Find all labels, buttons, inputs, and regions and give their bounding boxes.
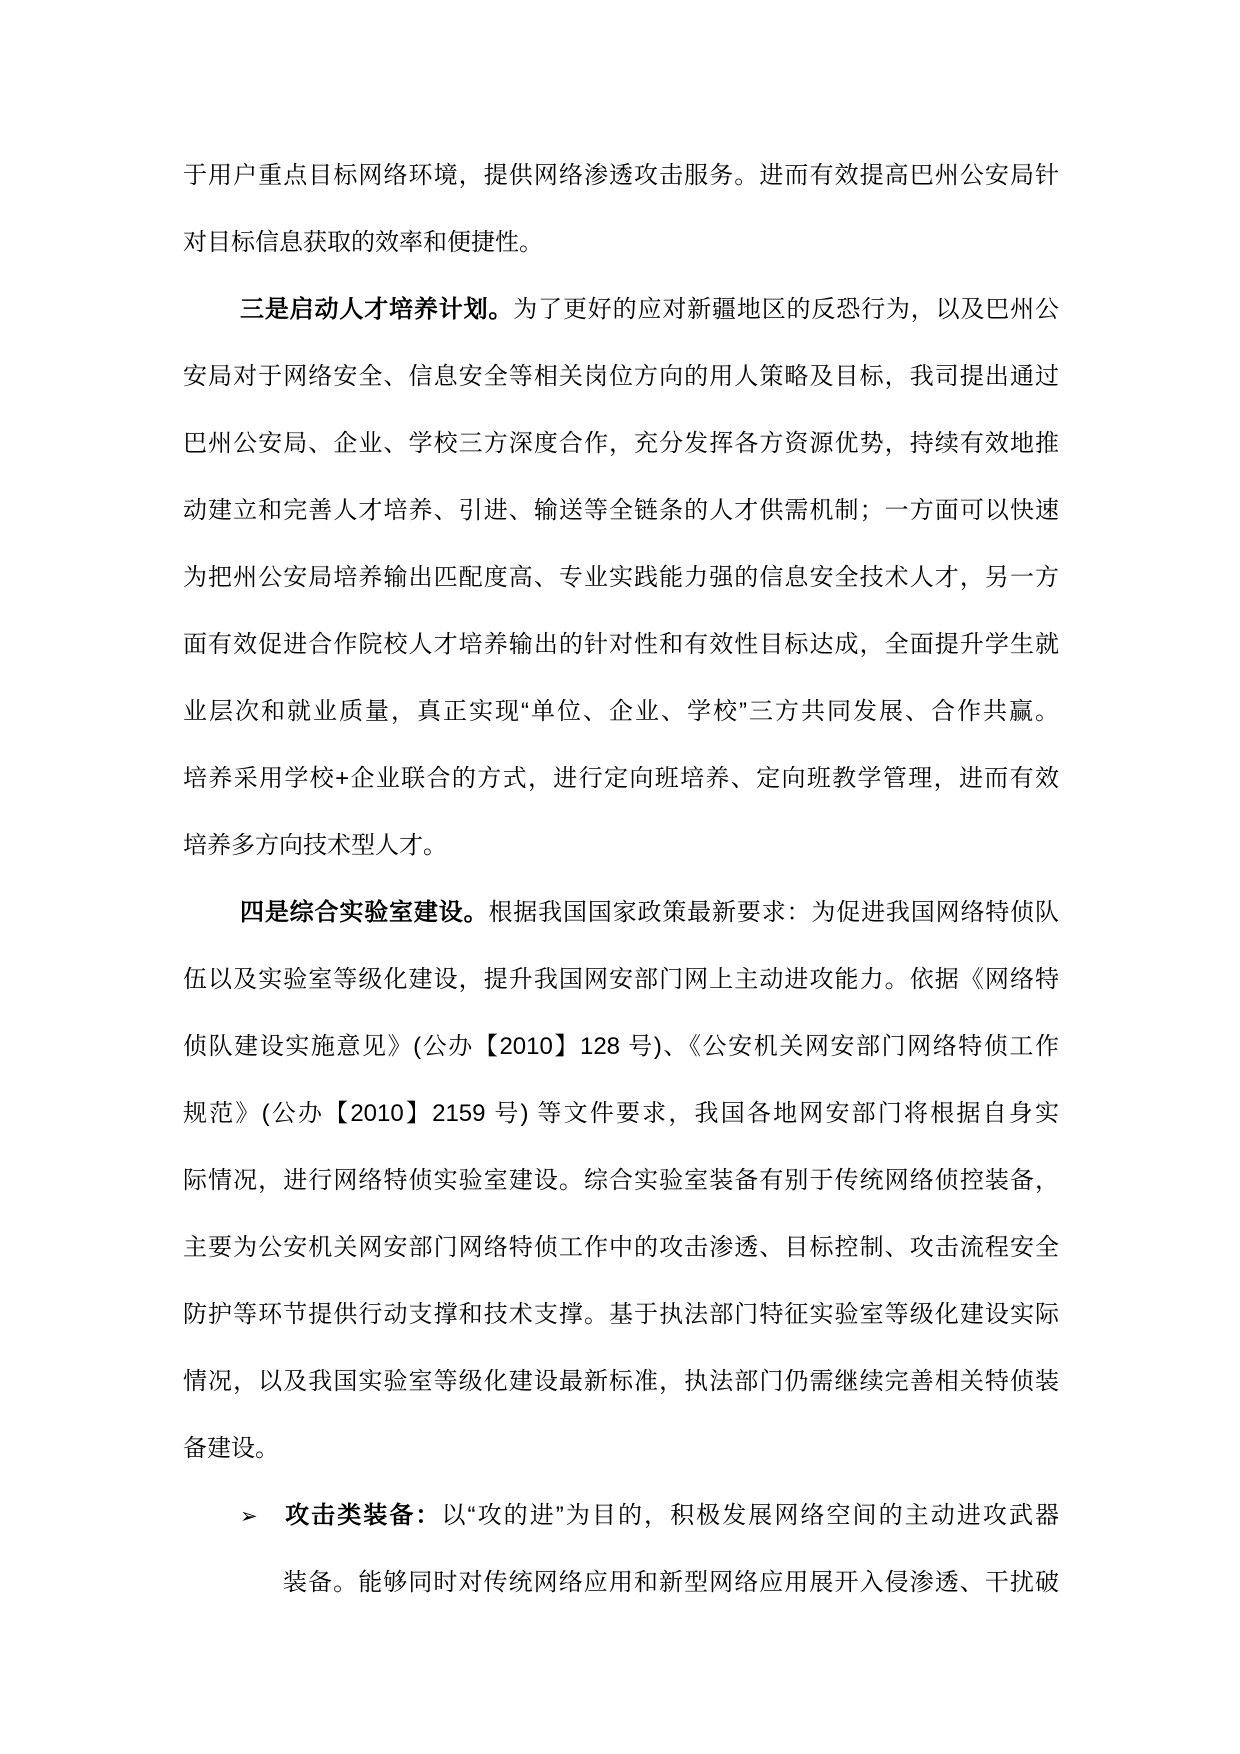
document-line [183,209,1059,276]
line-text: 伍以及实验室等级化建设，提升我国网安部门网上主动进攻能力。依据《网络特 [183,966,1059,993]
line-text: 业层次和就业质量，真正实现“单位、企业、学校”三方共同发展、合作共赢。 [183,698,1059,725]
document-line [183,343,1059,410]
line-text: 根据我国国家政策最新要求：为促进我国网络特侦队 [488,899,1059,926]
document-line [183,812,1059,879]
line-text: 以“攻的进”为目的，积极发展网络空间的主动进攻武器 [441,1502,1060,1529]
line-text: 际情况，进行网络特侦实验室建设。综合实验室装备有别于传统网络侦控装备， [183,1167,1059,1194]
document-line [183,1013,1059,1080]
document-line [183,410,1059,477]
line-text: 装备。能够同时对传统网络应用和新型网络应用展开入侵渗透、干扰破 [283,1569,1059,1596]
document-line [183,1080,1059,1147]
line-text: 对目标信息获取的效率和便捷性。 [183,229,543,256]
line-text: 安局对于网络安全、信息安全等相关岗位方向的用人策略及目标，我司提出通过 [183,363,1059,390]
document-line [183,678,1059,745]
line-text: 备建设。 [183,1435,279,1462]
document-line [183,1214,1059,1281]
bullet-lead-bold: 攻击类装备： [283,1502,442,1529]
line-text: 巴州公安局、企业、学校三方深度合作，充分发挥各方资源优势，持续有效地推 [183,430,1059,457]
line-text: 为把州公安局培养输出匹配度高、专业实践能力强的信息安全技术人才，另一方 [183,564,1059,591]
document-line [183,544,1059,611]
document-line [183,1147,1059,1214]
document-line [183,1348,1059,1415]
document-line-paragraph-start [183,879,1059,946]
document-line [183,142,1059,209]
line-text: 面有效促进合作院校人才培养输出的针对性和有效性目标达成，全面提升学生就 [183,631,1059,658]
document-line-paragraph-start [183,276,1059,343]
line-text: 培养采用学校+企业联合的方式，进行定向班培养、定向班教学管理，进而有效 [183,765,1059,792]
document-line-bullet [183,1482,1059,1549]
document-line [183,1415,1059,1482]
line-text: 主要为公安机关网安部门网络特侦工作中的攻击渗透、目标控制、攻击流程安全 [183,1234,1059,1261]
document-line-bullet-continuation [183,1549,1059,1616]
paragraph-lead-bold: 四是综合实验室建设。 [240,899,489,926]
line-text: 于用户重点目标网络环境，提供网络渗透攻击服务。进而有效提高巴州公安局针 [183,162,1059,189]
line-text: 防护等环节提供行动支撑和技术支撑。基于执法部门特征实验室等级化建设实际 [183,1301,1059,1328]
document-line [183,1281,1059,1348]
document-line [183,611,1059,678]
document-body [183,142,1059,1616]
document-line [183,477,1059,544]
line-text: 规范》(公办【2010】2159 号) 等文件要求，我国各地网安部门将根据自身实 [183,1100,1059,1127]
line-text: 培养多方向技术型人才。 [183,832,447,859]
paragraph-lead-bold: 三是启动人才培养计划。 [240,296,514,323]
line-text: 动建立和完善人才培养、引进、输送等全链条的人才供需机制；一方面可以快速 [183,497,1059,524]
document-line [183,745,1059,812]
line-text: 情况，以及我国实验室等级化建设最新标准，执法部门仍需继续完善相关特侦装 [183,1368,1059,1395]
bullet-arrow-icon: ➢ [240,1505,258,1528]
line-text: 侦队建设实施意见》(公办【2010】128 号)、《公安机关网安部门网络特侦工作 [183,1033,1059,1060]
line-text: 为了更好的应对新疆地区的反恐行为，以及巴州公 [513,296,1059,323]
document-line [183,946,1059,1013]
